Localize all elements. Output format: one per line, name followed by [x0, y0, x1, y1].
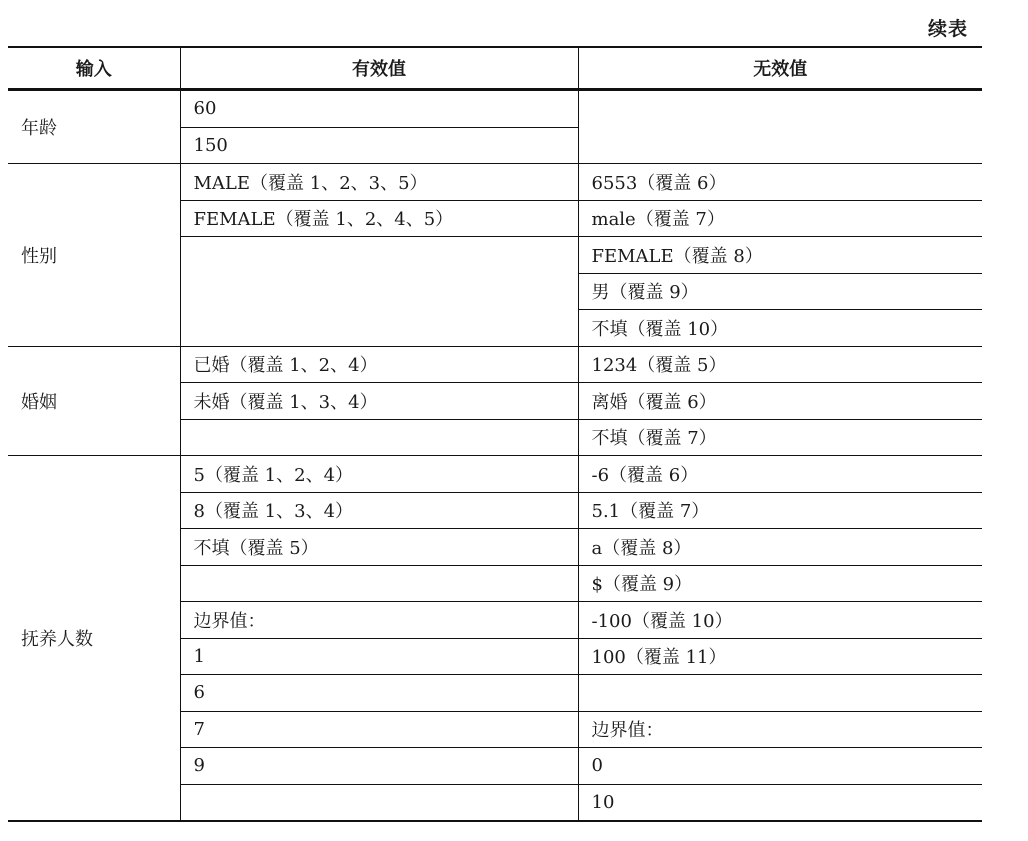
invalid-cell: 边界值： — [578, 711, 982, 748]
valid-cell: 60 — [180, 90, 578, 128]
equivalence-class-table — [8, 46, 982, 822]
valid-cell: MALE（覆盖 1、2、3、5） — [180, 164, 578, 201]
invalid-cell: 不填（覆盖 10） — [578, 310, 982, 347]
invalid-cell: -100（覆盖 10） — [578, 602, 982, 639]
invalid-cell: 不填（覆盖 7） — [578, 419, 982, 456]
valid-cell: 150 — [180, 127, 578, 164]
valid-cell: 已婚（覆盖 1、2、4） — [180, 346, 578, 383]
invalid-cell — [578, 90, 982, 164]
invalid-cell — [578, 675, 982, 712]
invalid-cell: 6553（覆盖 6） — [578, 164, 982, 201]
table-row — [8, 456, 982, 493]
valid-cell: 未婚（覆盖 1、3、4） — [180, 383, 578, 420]
table-row — [8, 90, 982, 128]
invalid-cell: 100（覆盖 11） — [578, 638, 982, 675]
valid-cell — [180, 565, 578, 602]
valid-cell: 6 — [180, 675, 578, 712]
valid-cell: 8（覆盖 1、3、4） — [180, 492, 578, 529]
header-input: 输入 — [8, 47, 180, 90]
invalid-cell: male（覆盖 7） — [578, 200, 982, 237]
valid-cell — [180, 237, 578, 347]
header-row — [8, 47, 982, 90]
valid-cell: 7 — [180, 711, 578, 748]
invalid-cell: FEMALE（覆盖 8） — [578, 237, 982, 274]
group-label-dependents: 抚养人数 — [8, 456, 180, 822]
invalid-cell: 男（覆盖 9） — [578, 273, 982, 310]
invalid-cell: 10 — [578, 784, 982, 821]
invalid-cell: -6（覆盖 6） — [578, 456, 982, 493]
valid-cell: 5（覆盖 1、2、4） — [180, 456, 578, 493]
header-valid: 有效值 — [180, 47, 578, 90]
table-row — [8, 346, 982, 383]
invalid-cell: a（覆盖 8） — [578, 529, 982, 566]
valid-cell: 9 — [180, 748, 578, 785]
valid-cell: 1 — [180, 638, 578, 675]
valid-cell: 不填（覆盖 5） — [180, 529, 578, 566]
valid-cell — [180, 419, 578, 456]
invalid-cell: 0 — [578, 748, 982, 785]
group-label-age: 年龄 — [8, 90, 180, 164]
table-row — [8, 164, 982, 201]
valid-cell: 边界值： — [180, 602, 578, 639]
valid-cell: FEMALE（覆盖 1、2、4、5） — [180, 200, 578, 237]
group-label-marriage: 婚姻 — [8, 346, 180, 456]
invalid-cell: 1234（覆盖 5） — [578, 346, 982, 383]
invalid-cell: 离婚（覆盖 6） — [578, 383, 982, 420]
header-invalid: 无效值 — [578, 47, 982, 90]
invalid-cell: 5.1（覆盖 7） — [578, 492, 982, 529]
continuation-label: 续表 — [928, 18, 969, 40]
group-label-gender: 性别 — [8, 164, 180, 347]
valid-cell — [180, 784, 578, 821]
invalid-cell: $（覆盖 9） — [578, 565, 982, 602]
